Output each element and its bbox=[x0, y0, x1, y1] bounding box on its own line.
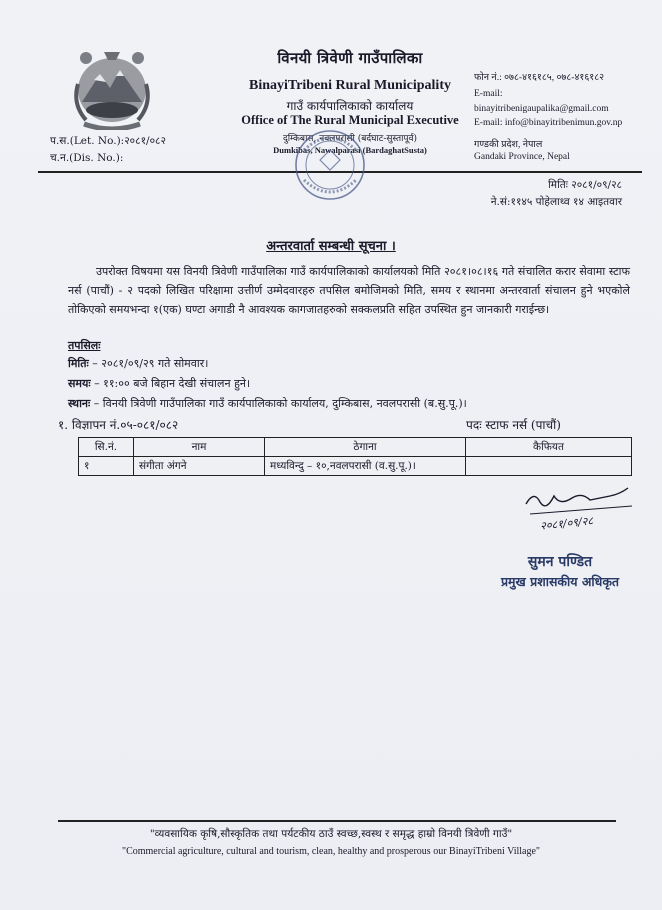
candidate-table bbox=[78, 437, 632, 476]
address-np: दुम्किबास, नवलपरासी (बर्दघाट-सुस्तापूर्व) bbox=[282, 134, 418, 144]
municipality-name-en: BinayiTribeni Rural Municipality bbox=[249, 78, 451, 93]
dispatch-number: च.न.(Dis. No.): bbox=[50, 152, 124, 164]
signatory-title: प्रमुख प्रशासकीय अधिकृत bbox=[500, 574, 620, 589]
email-primary: binayitribenigaupalika@gmail.com bbox=[474, 104, 609, 114]
province-en: Gandaki Province, Nepal bbox=[474, 152, 570, 162]
address-en: Dumkibas, Nawalparasi (BardaghatSusta) bbox=[273, 145, 427, 155]
header-name: नाम bbox=[134, 438, 265, 457]
office-name-en: Office of The Rural Municipal Executive bbox=[241, 113, 459, 127]
letter-number: प.स.(Let. No.):२०८१/०८२ bbox=[50, 135, 166, 147]
interview-time: समयः – ११:०० बजे बिहान देखी संचालन हुने। bbox=[68, 377, 251, 390]
motto-en: "Commercial agriculture, cultural and tourism, clean, healthy and prosperous our BinayiTribeni Village" bbox=[121, 846, 541, 857]
cell-name: संगीता अंगने bbox=[134, 457, 265, 476]
email-secondary: E-mail: info@binayitribenimun.gov.np bbox=[474, 118, 623, 128]
cell-address: मध्यविन्दु – १०,नवलपरासी (व.सु.पू.)। bbox=[265, 457, 466, 476]
nepal-sambat-date: ने.सं:११४५ पोहेलाथ्व १४ आइतवार bbox=[490, 196, 622, 208]
details-heading: तपसिलः bbox=[68, 339, 101, 352]
signature-date: २०८१/०९/२८ bbox=[539, 514, 594, 533]
nepal-emblem-icon bbox=[64, 44, 160, 130]
office-name-np: गाउँ कार्यपालिकाको कार्यालय bbox=[286, 99, 414, 113]
signatory-name: सुमन पण्डित bbox=[527, 554, 593, 570]
header-address: ठेगाना bbox=[265, 438, 466, 457]
notice-title: अन्तरवार्ता सम्बन्धी सूचना । bbox=[266, 239, 396, 254]
phone-number: फोन नं.: ०७८-४१६१८५, ०७८-४१६१८२ bbox=[474, 73, 605, 83]
issue-date: मितिः २०८१/०९/२८ bbox=[548, 179, 622, 191]
header-serial: सि.नं. bbox=[79, 438, 134, 457]
cell-serial: १ bbox=[79, 457, 134, 476]
notice-body: उपरोक्त विषयमा यस विनयी त्रिवेणी गाउँपालिका गाउँ कार्यपालिकाको कार्यालयको मिति २०८१।०८।१६ गते संचालित करार सेवामा स्टाफ नर्स (पाचौं) - २ पदको लिखित परिक्षामा उत्तीर्ण उम्मेदवारहरु तपसिल बमोजिमको मिति, समय र स्थानमा अन्तरवार्ता संचालन हुने भएकोले तोकिएको समयभन्दा १(एक) घण्टा अगाडी नै आवश्यक कागजातहरुको सक्कलप्रति सहित उपस्थित हुन जानकारी गराईन्छ। bbox=[68, 265, 630, 316]
header-remarks: कैफियत bbox=[466, 438, 632, 457]
footer-divider bbox=[58, 820, 616, 822]
interview-date: मितिः – २०८१/०९/२९ गते सोमवार। bbox=[68, 357, 209, 370]
interview-place: स्थानः – विनयी त्रिवेणी गाउँपालिका गाउँ कार्यपालिकाको कार्यालय, दुम्किबास, नवलपरासी (ब.सु.पू.)। bbox=[68, 397, 467, 410]
province-np: गण्डकी प्रदेश, नेपाल bbox=[474, 140, 543, 150]
table-row bbox=[79, 457, 632, 476]
motto-np: "व्यवसायिक कृषि,सौस्कृतिक तथा पर्यटकीय ठाउँ स्वच्छ,स्वस्थ र समृद्ध हाम्रो विनयी त्रिवेणी गाउँ" bbox=[149, 828, 513, 840]
cell-remarks bbox=[466, 457, 632, 476]
advertisement-number: १. विज्ञापन नं.०५-०८१/०८२ bbox=[58, 418, 179, 432]
office-stamp-icon bbox=[290, 120, 370, 210]
municipality-name-np: विनयी त्रिवेणी गाउँपालिका bbox=[277, 49, 423, 67]
email-label: E-mail: bbox=[474, 89, 503, 99]
post-name: पदः स्टाफ नर्स (पाचौं) bbox=[466, 418, 561, 432]
